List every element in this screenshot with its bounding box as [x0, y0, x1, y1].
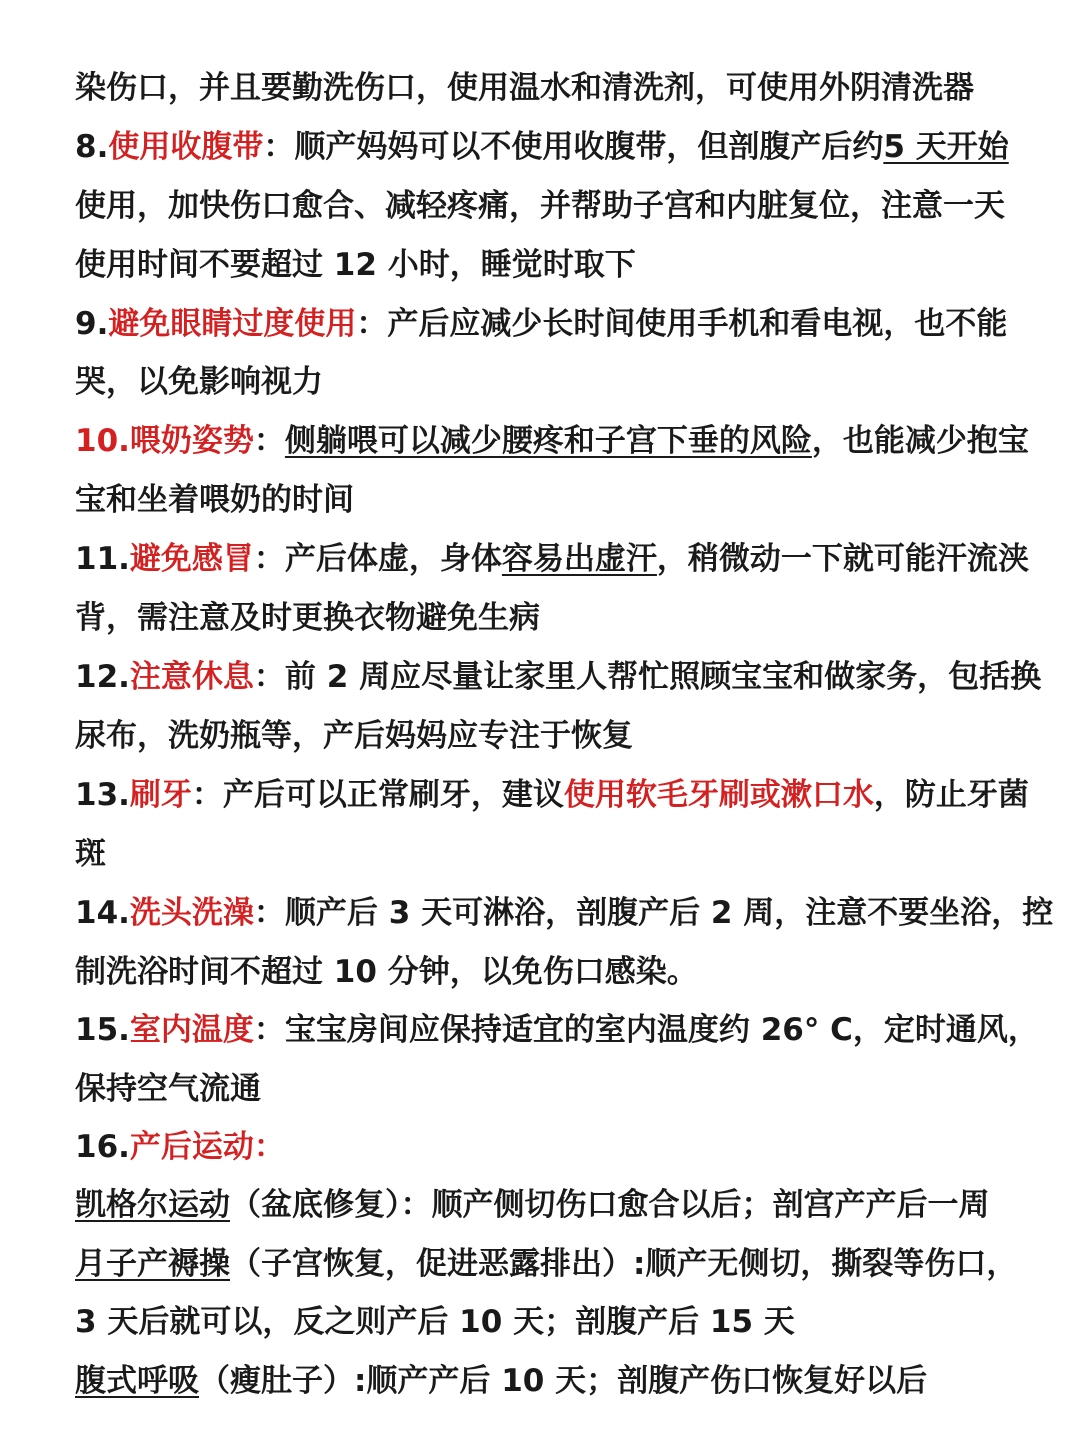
item-9-line-1: 9.避免眼睛过度使用：产后应减少长时间使用手机和看电视，也不能 [75, 306, 1008, 342]
item-13-line-2: 斑 [75, 836, 106, 872]
exercise-breathing: 腹式呼吸（瘦肚子）:顺产产后 10 天；剖腹产伤口恢复好以后 [75, 1363, 928, 1399]
item-12-line-1: 12.注意休息：前 2 周应尽量让家里人帮忙照顾宝宝和做家务，包括换 [75, 659, 1042, 695]
item-14-line-1: 14.洗头洗澡：顺产后 3 天可淋浴，剖腹产后 2 周，注意不要坐浴，控 [75, 895, 1054, 931]
item-14-line-2: 制洗浴时间不超过 10 分钟，以免伤口感染。 [75, 954, 698, 990]
item-8-line-1: 8.使用收腹带：顺产妈妈可以不使用收腹带，但剖腹产后约5 天开始 [75, 129, 1009, 165]
item-10-line-1: 10.喂奶姿势：侧躺喂可以减少腰疼和子宫下垂的风险，也能减少抱宝 [75, 423, 1029, 459]
item-12-line-2: 尿布，洗奶瓶等，产后妈妈应专注于恢复 [75, 718, 633, 754]
exercise-postpartum: 月子产褥操（子宫恢复，促进恶露排出）:顺产无侧切，撕裂等伤口， [75, 1246, 1018, 1282]
item-11-underline: 容易出虚汗 [501, 541, 657, 577]
item-8-title: 使用收腹带 [108, 129, 264, 165]
item-8-underline: 5 天开始 [883, 129, 1009, 165]
exercise-kegel: 凯格尔运动（盆底修复）：顺产侧切伤口愈合以后；剖宫产产后一周 [75, 1187, 990, 1223]
item-10-underline: 侧躺喂可以减少腰疼和子宫下垂的风险 [284, 423, 812, 459]
item-16-line-1: 16.产后运动： [75, 1129, 285, 1165]
exercise-breathing-name: 腹式呼吸 [75, 1363, 199, 1399]
item-13-title: 刷牙 [129, 777, 192, 813]
item-11-line-2: 背，需注意及时更换衣物避免生病 [75, 600, 540, 636]
item-8-line-2: 使用，加快伤口愈合、减轻疼痛，并帮助子宫和内脏复位，注意一天 [75, 188, 1005, 224]
item-15-line-2: 保持空气流通 [75, 1071, 261, 1107]
item-15-title: 室内温度 [129, 1012, 254, 1048]
item-13-line-1: 13.刷牙：产后可以正常刷牙，建议使用软毛牙刷或漱口水，防止牙菌 [75, 777, 1029, 813]
item-10-title: 喂奶姿势 [129, 423, 254, 459]
item-15-line-1: 15.室内温度：宝宝房间应保持适宜的室内温度约 26° C，定时通风， [75, 1012, 1039, 1048]
exercise-postpartum-name: 月子产褥操 [75, 1246, 230, 1282]
item-16-title: 产后运动： [129, 1129, 285, 1165]
exercise-kegel-name: 凯格尔运动 [75, 1187, 230, 1223]
intro-line: 染伤口，并且要勤洗伤口，使用温水和清洗剂，可使用外阴清洗器 [75, 70, 974, 106]
item-10-line-2: 宝和坐着喂奶的时间 [75, 482, 354, 518]
item-11-title: 避免感冒 [129, 541, 254, 577]
item-9-title: 避免眼睛过度使用 [108, 306, 357, 342]
item-14-title: 洗头洗澡 [129, 895, 254, 931]
exercise-postpartum-line-2: 3 天后就可以，反之则产后 10 天；剖腹产后 15 天 [75, 1304, 795, 1340]
item-9-line-2: 哭，以免影响视力 [75, 364, 323, 400]
item-8-line-3: 使用时间不要超过 12 小时，睡觉时取下 [75, 247, 636, 283]
item-11-line-1: 11.避免感冒：产后体虚，身体容易出虚汗，稍微动一下就可能汗流浃 [75, 541, 1029, 577]
item-12-title: 注意休息 [129, 659, 254, 695]
item-13-highlight: 使用软毛牙刷或漱口水 [563, 777, 874, 813]
